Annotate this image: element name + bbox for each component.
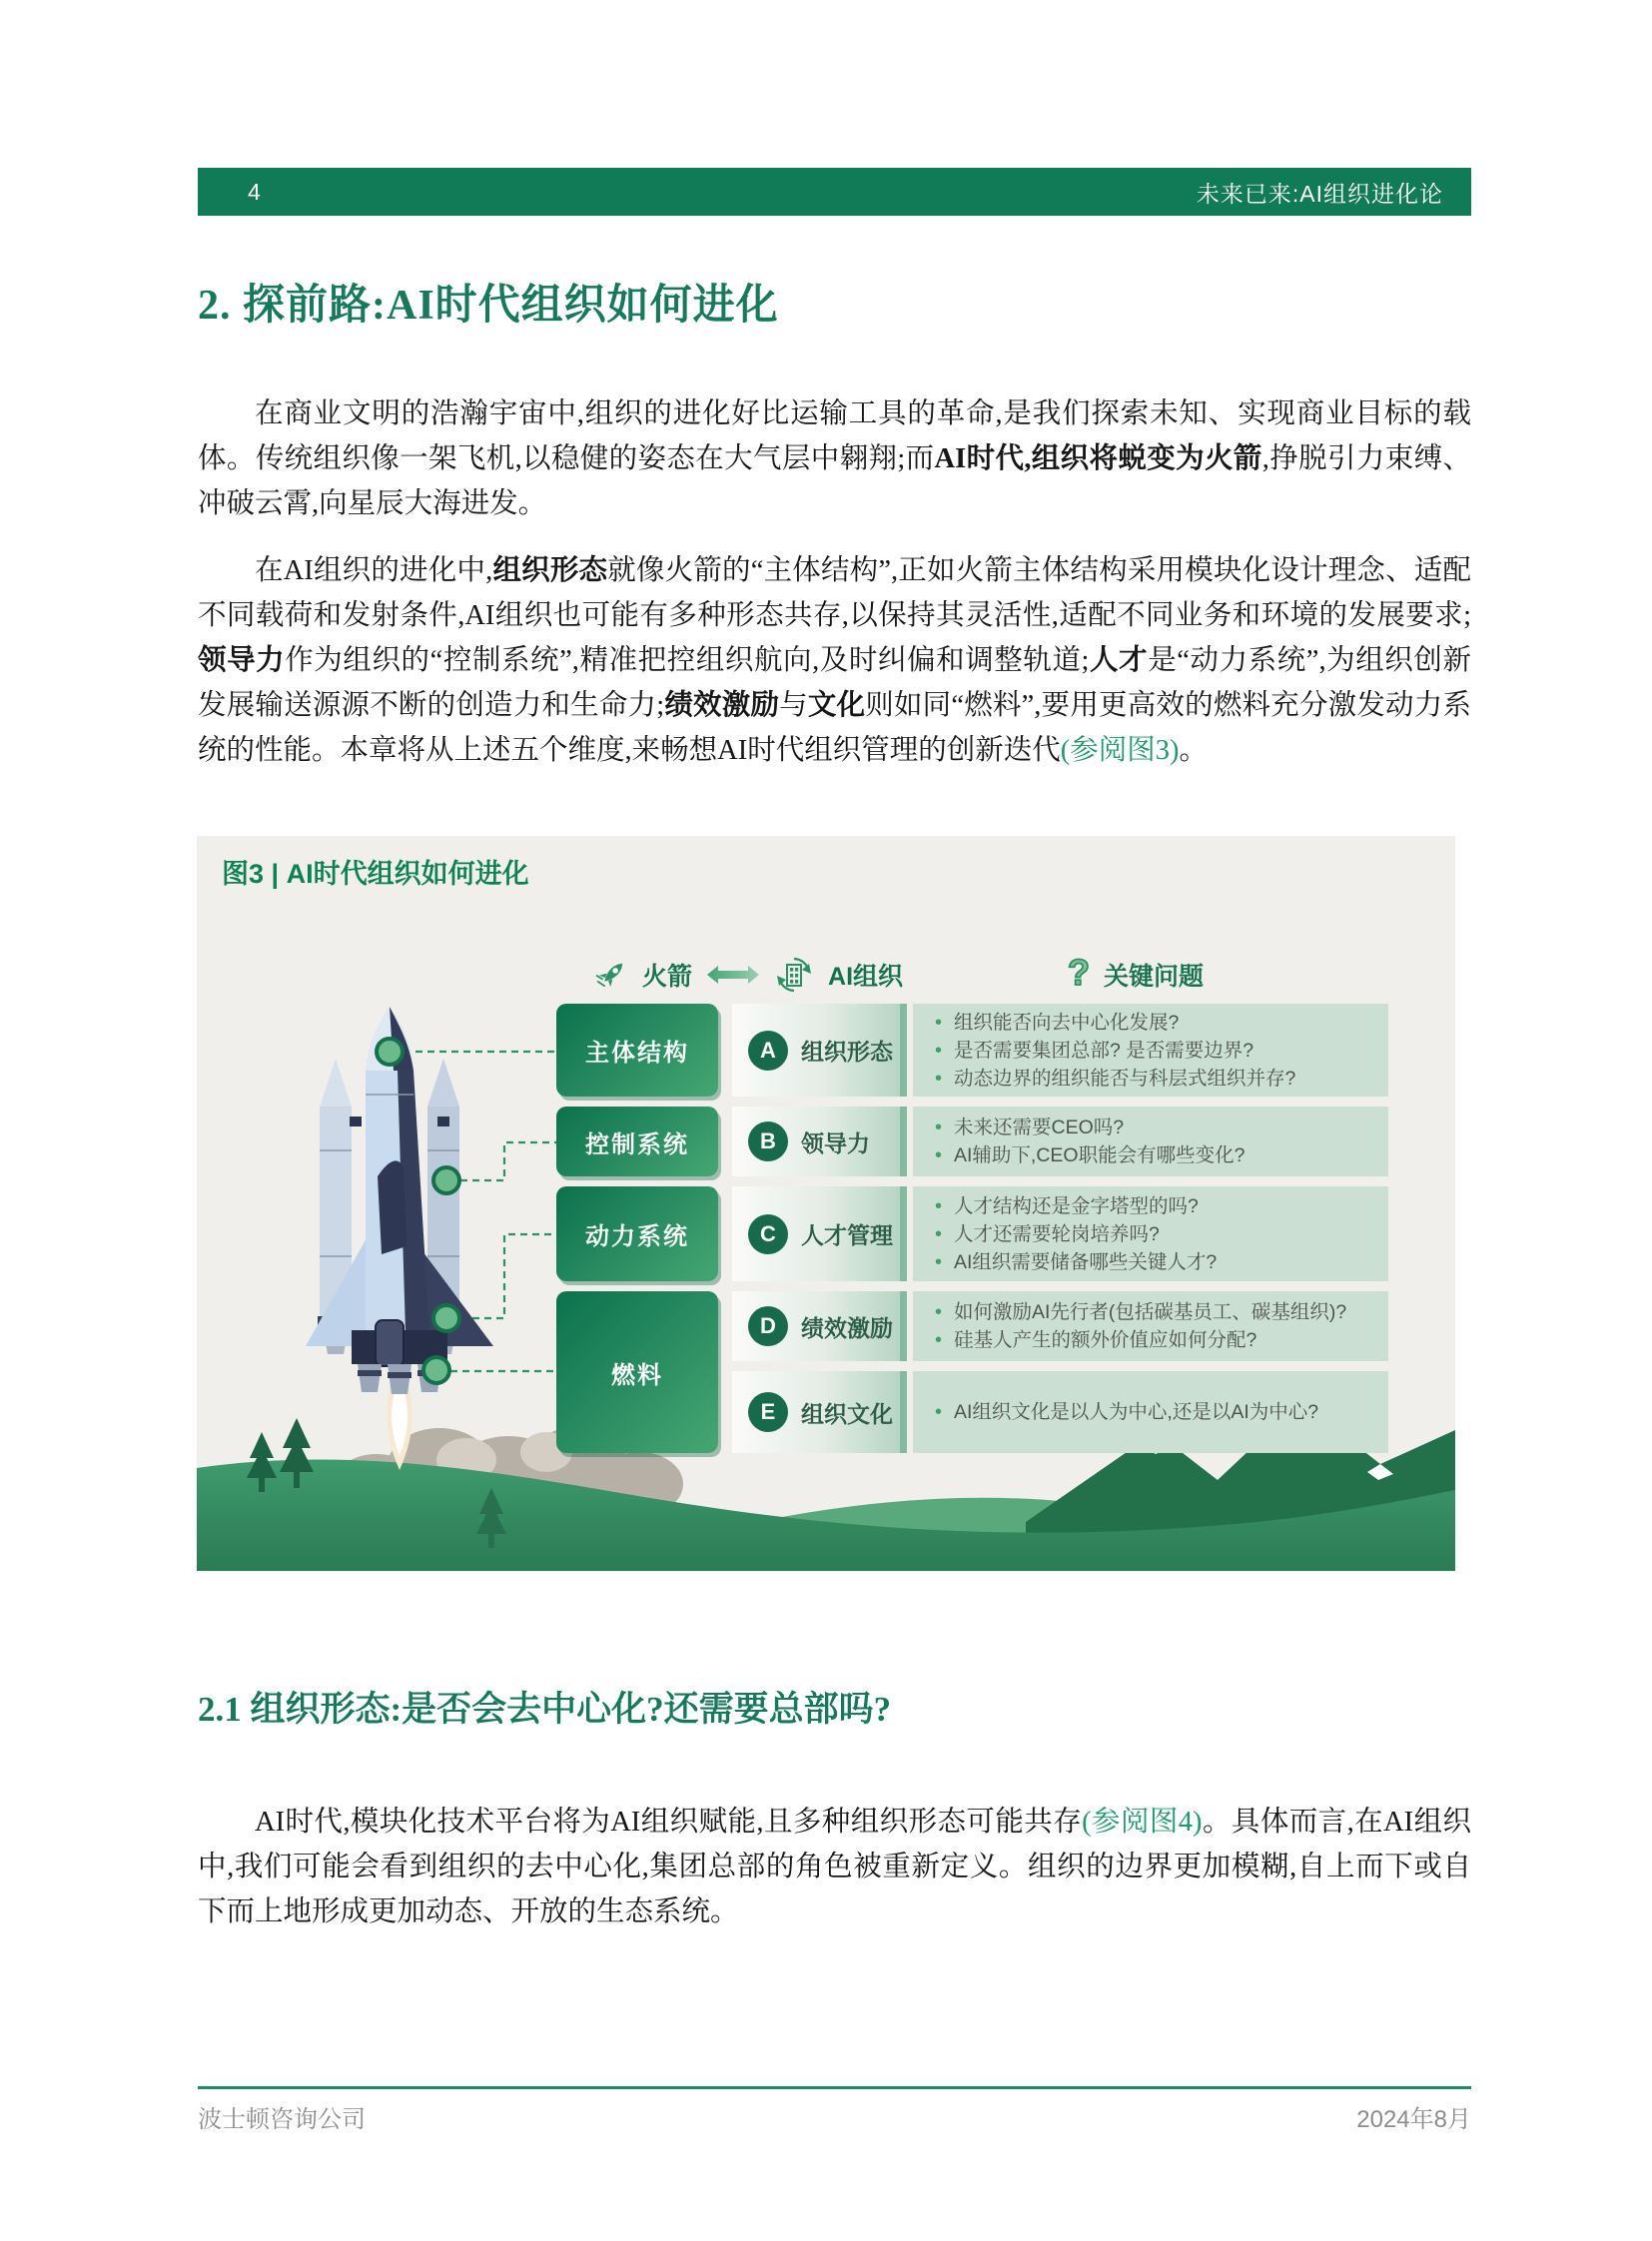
question-item: • 如何激励AI先行者(包括碳基员工、碳基组织)? [935, 1298, 1378, 1326]
text-run: 。 [1179, 734, 1208, 766]
figure-title: 图3 | AI时代组织如何进化 [222, 859, 529, 889]
question-box-d [913, 1291, 1388, 1361]
org-dimension-box-c [732, 1186, 907, 1281]
double-arrow-icon [706, 963, 760, 987]
question-box-a [913, 1004, 1388, 1097]
question-box-c [913, 1186, 1388, 1281]
page-footer [198, 2099, 1471, 2134]
header-title: 未来已来:AI组织进化论 [1196, 180, 1443, 207]
dimension-label: 领导力 [801, 1129, 870, 1156]
question-box-b [913, 1107, 1388, 1176]
text-run-bold: 绩效激励 [664, 689, 780, 721]
question-item: • 组织能否向去中心化发展? [935, 1009, 1378, 1037]
text-run-bold: AI时代,组织将蜕变为火箭 [934, 442, 1262, 474]
text-run: ,挣脱引力束缚、冲破云霄,向星辰大海进发。 [198, 442, 1471, 519]
footer-company: 波士顿咨询公司 [198, 2106, 366, 2133]
dimension-letter-badge: B [748, 1121, 788, 1161]
rocket-illustration [280, 999, 519, 1478]
org-dimension-box-d [732, 1291, 907, 1361]
rocket-part-box-control [556, 1107, 718, 1176]
figure4-reference[interactable]: (参阅图4) [1082, 1806, 1203, 1838]
text-run-bold: 文化 [807, 689, 866, 721]
figure-legend-questions [1068, 952, 1204, 998]
subsection-heading: 2.1 组织形态:是否会去中心化?还需要总部吗? [198, 1690, 892, 1729]
text-run: 则如同“燃料”,要用更高效的燃料充分激发动力系统的性能。本章将从上述五个维度,来畅想AI时代组织管理的创新迭代 [198, 689, 1471, 766]
rocket-icon [594, 958, 628, 992]
text-run-bold: 人才 [1089, 644, 1149, 676]
text-run: 在AI组织的进化中, [255, 554, 493, 586]
org-dimension-box-b [732, 1107, 907, 1176]
text-run: 作为组织的“控制系统”,精准把控组织航向,及时纠偏和调整轨道; [285, 644, 1090, 676]
rocket-part-label: 动力系统 [585, 1223, 689, 1250]
text-run: 与 [779, 689, 808, 721]
question-item: • 人才结构还是金字塔型的吗? [935, 1192, 1378, 1220]
dimension-label: 绩效激励 [801, 1314, 893, 1341]
dimension-letter-badge: D [748, 1306, 788, 1346]
legend-questions-label: 关键问题 [1104, 963, 1205, 991]
footer-divider [198, 2086, 1471, 2089]
org-dimension-box-e [732, 1371, 907, 1453]
figure3-reference[interactable]: (参阅图3) [1060, 734, 1180, 766]
text-run-bold: 组织形态 [492, 554, 608, 586]
question-item: • 是否需要集团总部? 是否需要边界? [935, 1037, 1378, 1065]
question-item: • AI辅助下,CEO职能会有哪些变化? [935, 1141, 1378, 1169]
text-run: 在商业文明的浩瀚宇宙中,组织的进化好比运输工具的革命,是我们探索未知、实现商业目标的载体。传统组织像一架飞机,以稳健的姿态在大气层中翱翔;而 [198, 397, 1471, 474]
dimension-label: 组织文化 [801, 1400, 893, 1427]
dimension-label: 人才管理 [801, 1222, 893, 1248]
rocket-part-label: 燃料 [611, 1361, 663, 1389]
question-item: • AI组织文化是以人为中心,还是以AI为中心? [935, 1398, 1378, 1426]
paragraph-1 [198, 391, 1471, 526]
rocket-part-label: 主体结构 [585, 1040, 689, 1067]
legend-org-label: AI组织 [828, 963, 904, 991]
text-run: 就像火箭的“主体结构”,正如火箭主体结构采用模块化设计理念、适配不同载荷和发射条件,AI组织也可能有多种形态共存,以保持其灵活性,适配不同业务和环境的发展要求; [198, 554, 1471, 631]
paragraph-3 [198, 1800, 1471, 1934]
paragraph-2 [198, 548, 1471, 773]
figure-legend-mapping [594, 952, 903, 998]
question-box-e [913, 1371, 1388, 1453]
section-heading: 2. 探前路:AI时代组织如何进化 [198, 283, 779, 329]
legend-rocket-label: 火箭 [642, 963, 693, 991]
org-dimension-box-a [732, 1004, 907, 1097]
page-header [198, 168, 1471, 216]
dimension-letter-badge: A [748, 1031, 788, 1071]
page-number: 4 [248, 178, 261, 205]
question-item: • 未来还需要CEO吗? [935, 1114, 1378, 1141]
rocket-part-box-power [556, 1186, 718, 1281]
rocket-part-box-fuel [556, 1291, 718, 1453]
org-cycle-icon [774, 955, 814, 995]
question-item: • AI组织需要储备哪些关键人才? [935, 1248, 1378, 1276]
footer-date: 2024年8月 [1356, 2106, 1471, 2133]
question-icon: ? [1068, 952, 1090, 993]
question-item: • 硅基人产生的额外价值应如何分配? [935, 1326, 1378, 1354]
question-item: • 人才还需要轮岗培养吗? [935, 1220, 1378, 1248]
text-run: AI时代,模块化技术平台将为AI组织赋能,且多种组织形态可能共存 [255, 1806, 1083, 1838]
rocket-part-box-body [556, 1004, 718, 1097]
text-run: 是“动力系统”,为组织创新发展输送源源不断的创造力和生命力; [198, 644, 1471, 721]
text-run: 。具体而言,在AI组织中,我们可能会看到组织的去中心化,集团总部的角色被重新定义。组织的边界更加模糊,自上而下或自下而上地形成更加动态、开放的生态系统。 [198, 1806, 1472, 1927]
dimension-letter-badge: C [748, 1214, 788, 1254]
dimension-letter-badge: E [748, 1392, 788, 1432]
figure-3 [197, 836, 1455, 1571]
text-run-bold: 领导力 [198, 644, 286, 676]
rocket-part-label: 控制系统 [585, 1130, 689, 1158]
dimension-label: 组织形态 [801, 1039, 893, 1065]
question-item: • 动态边界的组织能否与科层式组织并存? [935, 1065, 1378, 1093]
